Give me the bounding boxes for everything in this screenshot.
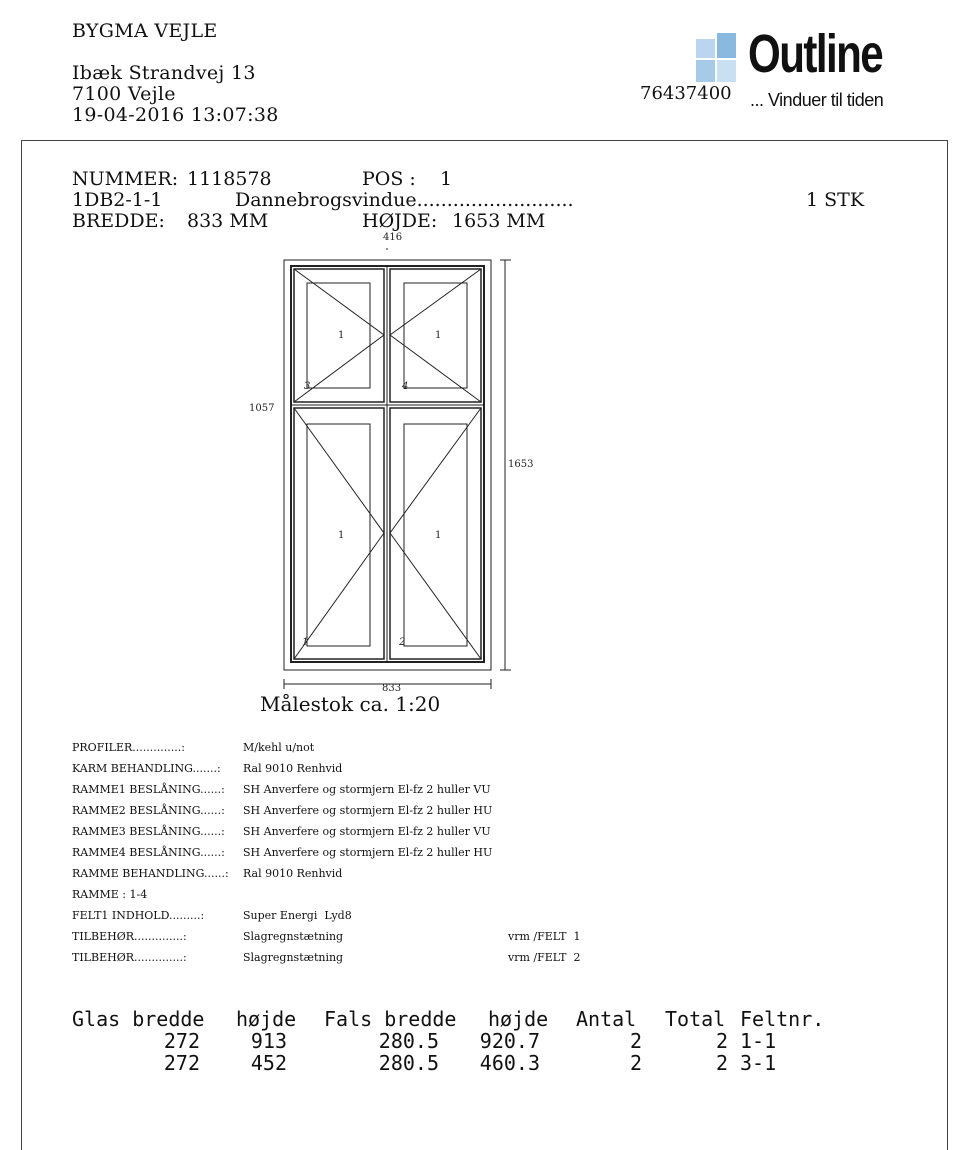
spec-value: Ral 9010 Renhvid xyxy=(243,762,343,775)
table-cell: 280.5 xyxy=(378,1029,439,1053)
spec-value: SH Anverfere og stormjern El-fz 2 huller VU xyxy=(243,783,491,796)
sash-number-3: 3 xyxy=(304,381,311,392)
spec-extra: vrm /FELT 2 xyxy=(508,951,581,964)
spec-label: TILBEHØR..............: xyxy=(72,930,187,943)
spec-value: Slagregnstætning xyxy=(243,951,344,964)
item-quantity: 1 STK xyxy=(806,189,865,211)
spec-label: TILBEHØR..............: xyxy=(72,951,187,964)
item-code: 1DB2-1-1 xyxy=(72,189,163,211)
spec-row xyxy=(72,951,852,969)
bredde-value: 833 MM xyxy=(187,210,269,232)
spec-row xyxy=(72,930,852,948)
pos-value: 1 xyxy=(440,168,453,190)
bredde-label: BREDDE: xyxy=(72,210,165,232)
spec-row xyxy=(72,909,852,927)
spec-label: FELT1 INDHOLD.........: xyxy=(72,909,205,922)
hojde-label: HØJDE: xyxy=(362,210,438,232)
table-cell: 1-1 xyxy=(740,1029,777,1053)
table-header: højde xyxy=(236,1007,297,1031)
hojde-value: 1653 MM xyxy=(452,210,546,232)
spec-value: M/kehl u/not xyxy=(243,741,315,754)
glass-table xyxy=(72,1007,872,1077)
table-header: Total xyxy=(665,1007,726,1031)
spec-label: RAMME4 BESLÅNING......: xyxy=(72,846,225,859)
spec-value: SH Anverfere og stormjern El-fz 2 huller HU xyxy=(243,846,493,859)
table-header: Fals bredde xyxy=(324,1007,457,1031)
sash-number-4: 4 xyxy=(402,381,409,392)
spec-value: SH Anverfere og stormjern El-fz 2 huller VU xyxy=(243,825,491,838)
window-grid-logo-icon xyxy=(696,33,740,85)
sash-number-1: 1 xyxy=(302,637,309,648)
table-cell: 272 xyxy=(163,1051,200,1075)
table-cell: 913 xyxy=(250,1029,287,1053)
address-line2: 7100 Vejle xyxy=(72,83,176,105)
spec-value: Ral 9010 Renhvid xyxy=(243,867,343,880)
spec-label: RAMME1 BESLÅNING......: xyxy=(72,783,225,796)
spec-label: RAMME3 BESLÅNING......: xyxy=(72,825,225,838)
scale-label: Målestok ca. 1:20 xyxy=(260,692,441,716)
window-drawing xyxy=(0,228,960,708)
nummer-label: NUMMER: xyxy=(72,168,179,190)
phone-number: 76437400 xyxy=(640,83,732,104)
spec-row xyxy=(72,804,852,822)
dim-right-label: 1653 xyxy=(508,459,534,470)
table-cell: 452 xyxy=(250,1051,287,1075)
spec-label: PROFILER..............: xyxy=(72,741,185,754)
lower-right-label: 1 xyxy=(435,530,442,541)
spec-row xyxy=(72,741,852,759)
spec-row xyxy=(72,783,852,801)
logo-word: Outline xyxy=(748,24,883,84)
spec-row xyxy=(72,846,852,864)
nummer-value: 1118578 xyxy=(187,168,272,190)
spec-row xyxy=(72,867,852,885)
company-name: BYGMA VEJLE xyxy=(72,20,218,42)
table-cell: 2 xyxy=(629,1029,642,1053)
spec-label: RAMME2 BESLÅNING......: xyxy=(72,804,225,817)
table-cell: 2 xyxy=(629,1051,642,1075)
sash-number-2: 2 xyxy=(399,637,406,648)
table-header: Glas bredde xyxy=(72,1007,205,1031)
lower-left-label: 1 xyxy=(338,530,345,541)
dim-top-label: 416 xyxy=(383,232,403,243)
table-cell: 2 xyxy=(715,1051,728,1075)
spec-label: RAMME : 1-4 xyxy=(72,888,148,901)
table-header: højde xyxy=(488,1007,549,1031)
dim-bottom-label: 833 xyxy=(382,683,402,694)
print-datetime: 19-04-2016 13:07:38 xyxy=(72,104,279,126)
pos-label: POS : xyxy=(362,168,416,190)
dim-left-label: 1057 xyxy=(249,403,275,414)
table-cell: 2 xyxy=(715,1029,728,1053)
upper-right-label: 1 xyxy=(435,330,442,341)
item-description: Dannebrogsvindue.......................... xyxy=(235,189,574,211)
spec-row xyxy=(72,888,852,906)
table-cell: 920.7 xyxy=(479,1029,540,1053)
spec-row xyxy=(72,762,852,780)
spec-value: Super Energi Lyd8 xyxy=(243,909,352,922)
spec-row xyxy=(72,825,852,843)
spec-value: SH Anverfere og stormjern El-fz 2 huller HU xyxy=(243,804,493,817)
address-line1: Ibæk Strandvej 13 xyxy=(72,62,256,84)
spec-value: Slagregnstætning xyxy=(243,930,344,943)
logo-tagline: ... Vinduer til tiden xyxy=(750,90,884,110)
spec-label: RAMME BEHANDLING......: xyxy=(72,867,229,880)
table-header: Feltnr. xyxy=(740,1007,825,1031)
spec-extra: vrm /FELT 1 xyxy=(508,930,581,943)
table-cell: 272 xyxy=(163,1029,200,1053)
table-header: Antal xyxy=(576,1007,637,1031)
spec-label: KARM BEHANDLING.......: xyxy=(72,762,221,775)
outline-logo xyxy=(696,24,906,113)
upper-left-label: 1 xyxy=(338,330,345,341)
table-cell: 280.5 xyxy=(378,1051,439,1075)
table-cell: 3-1 xyxy=(740,1051,777,1075)
table-cell: 460.3 xyxy=(479,1051,540,1075)
